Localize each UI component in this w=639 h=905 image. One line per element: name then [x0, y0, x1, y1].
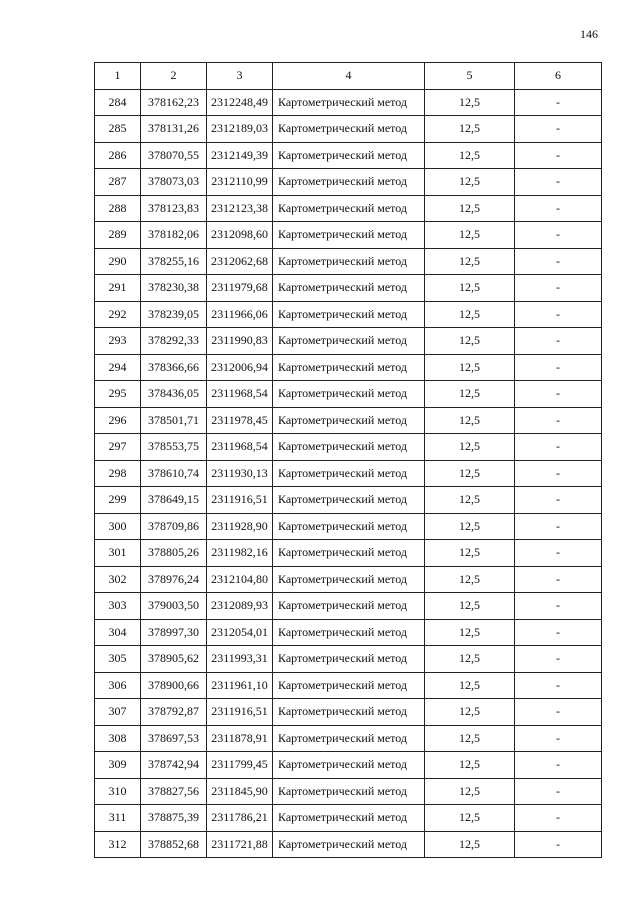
point-number-cell: 303: [95, 593, 141, 620]
method-cell: Картометрический метод: [273, 116, 425, 143]
note-cell: -: [515, 354, 602, 381]
y-coordinate-cell: 2312149,39: [207, 142, 273, 169]
point-number-cell: 311: [95, 805, 141, 832]
method-cell: Картометрический метод: [273, 354, 425, 381]
x-coordinate-cell: 378073,03: [141, 169, 207, 196]
y-coordinate-cell: 2311961,10: [207, 672, 273, 699]
point-number-cell: 297: [95, 434, 141, 461]
y-coordinate-cell: 2312006,94: [207, 354, 273, 381]
y-coordinate-cell: 2312104,80: [207, 566, 273, 593]
accuracy-cell: 12,5: [425, 831, 515, 858]
accuracy-cell: 12,5: [425, 752, 515, 779]
accuracy-cell: 12,5: [425, 619, 515, 646]
note-cell: -: [515, 619, 602, 646]
table-row: [95, 672, 602, 699]
method-cell: Картометрический метод: [273, 752, 425, 779]
accuracy-cell: 12,5: [425, 89, 515, 116]
x-coordinate-cell: 378182,06: [141, 222, 207, 249]
note-cell: -: [515, 407, 602, 434]
table-row: [95, 275, 602, 302]
x-coordinate-cell: 379003,50: [141, 593, 207, 620]
method-cell: Картометрический метод: [273, 487, 425, 514]
x-coordinate-cell: 378742,94: [141, 752, 207, 779]
note-cell: -: [515, 778, 602, 805]
point-number-cell: 306: [95, 672, 141, 699]
header-cell: 5: [425, 63, 515, 90]
note-cell: -: [515, 275, 602, 302]
point-number-cell: 299: [95, 487, 141, 514]
note-cell: -: [515, 195, 602, 222]
accuracy-cell: 12,5: [425, 407, 515, 434]
note-cell: -: [515, 672, 602, 699]
accuracy-cell: 12,5: [425, 142, 515, 169]
method-cell: Картометрический метод: [273, 699, 425, 726]
x-coordinate-cell: 378905,62: [141, 646, 207, 673]
accuracy-cell: 12,5: [425, 513, 515, 540]
y-coordinate-cell: 2312123,38: [207, 195, 273, 222]
y-coordinate-cell: 2312089,93: [207, 593, 273, 620]
method-cell: Картометрический метод: [273, 672, 425, 699]
y-coordinate-cell: 2312189,03: [207, 116, 273, 143]
note-cell: -: [515, 487, 602, 514]
note-cell: -: [515, 460, 602, 487]
note-cell: -: [515, 89, 602, 116]
accuracy-cell: 12,5: [425, 672, 515, 699]
note-cell: -: [515, 805, 602, 832]
y-coordinate-cell: 2311878,91: [207, 725, 273, 752]
method-cell: Картометрический метод: [273, 195, 425, 222]
note-cell: -: [515, 328, 602, 355]
point-number-cell: 300: [95, 513, 141, 540]
table-body: [95, 89, 602, 858]
y-coordinate-cell: 2311916,51: [207, 487, 273, 514]
note-cell: -: [515, 222, 602, 249]
method-cell: Картометрический метод: [273, 248, 425, 275]
x-coordinate-cell: 378553,75: [141, 434, 207, 461]
y-coordinate-cell: 2312248,49: [207, 89, 273, 116]
table-row: [95, 566, 602, 593]
table-row: [95, 593, 602, 620]
y-coordinate-cell: 2311916,51: [207, 699, 273, 726]
table-row: [95, 699, 602, 726]
x-coordinate-cell: 378792,87: [141, 699, 207, 726]
x-coordinate-cell: 378131,26: [141, 116, 207, 143]
point-number-cell: 286: [95, 142, 141, 169]
point-number-cell: 307: [95, 699, 141, 726]
table-row: [95, 487, 602, 514]
table-row: [95, 169, 602, 196]
x-coordinate-cell: 378649,15: [141, 487, 207, 514]
y-coordinate-cell: 2311786,21: [207, 805, 273, 832]
x-coordinate-cell: 378827,56: [141, 778, 207, 805]
accuracy-cell: 12,5: [425, 222, 515, 249]
x-coordinate-cell: 378292,33: [141, 328, 207, 355]
method-cell: Картометрический метод: [273, 805, 425, 832]
note-cell: -: [515, 725, 602, 752]
method-cell: Картометрический метод: [273, 381, 425, 408]
header-cell: 1: [95, 63, 141, 90]
table-row: [95, 831, 602, 858]
x-coordinate-cell: 378875,39: [141, 805, 207, 832]
method-cell: Картометрический метод: [273, 169, 425, 196]
x-coordinate-cell: 378501,71: [141, 407, 207, 434]
table-row: [95, 619, 602, 646]
table-row: [95, 301, 602, 328]
x-coordinate-cell: 378070,55: [141, 142, 207, 169]
method-cell: Картометрический метод: [273, 566, 425, 593]
note-cell: -: [515, 831, 602, 858]
table-row: [95, 540, 602, 567]
y-coordinate-cell: 2311990,83: [207, 328, 273, 355]
accuracy-cell: 12,5: [425, 381, 515, 408]
note-cell: -: [515, 540, 602, 567]
table-row: [95, 381, 602, 408]
y-coordinate-cell: 2311968,54: [207, 434, 273, 461]
y-coordinate-cell: 2311982,16: [207, 540, 273, 567]
method-cell: Картометрический метод: [273, 619, 425, 646]
point-number-cell: 287: [95, 169, 141, 196]
note-cell: -: [515, 566, 602, 593]
note-cell: -: [515, 699, 602, 726]
point-number-cell: 292: [95, 301, 141, 328]
method-cell: Картометрический метод: [273, 831, 425, 858]
table-row: [95, 725, 602, 752]
note-cell: -: [515, 248, 602, 275]
table-row: [95, 778, 602, 805]
table-row: [95, 513, 602, 540]
y-coordinate-cell: 2311978,45: [207, 407, 273, 434]
y-coordinate-cell: 2311930,13: [207, 460, 273, 487]
x-coordinate-cell: 378709,86: [141, 513, 207, 540]
accuracy-cell: 12,5: [425, 116, 515, 143]
header-cell: 4: [273, 63, 425, 90]
point-number-cell: 305: [95, 646, 141, 673]
point-number-cell: 295: [95, 381, 141, 408]
table-row: [95, 752, 602, 779]
note-cell: -: [515, 593, 602, 620]
point-number-cell: 293: [95, 328, 141, 355]
note-cell: -: [515, 169, 602, 196]
accuracy-cell: 12,5: [425, 593, 515, 620]
point-number-cell: 301: [95, 540, 141, 567]
note-cell: -: [515, 646, 602, 673]
accuracy-cell: 12,5: [425, 778, 515, 805]
y-coordinate-cell: 2312062,68: [207, 248, 273, 275]
table-row: [95, 354, 602, 381]
point-number-cell: 284: [95, 89, 141, 116]
table-row: [95, 646, 602, 673]
accuracy-cell: 12,5: [425, 301, 515, 328]
x-coordinate-cell: 378436,05: [141, 381, 207, 408]
y-coordinate-cell: 2311845,90: [207, 778, 273, 805]
table-row: [95, 248, 602, 275]
method-cell: Картометрический метод: [273, 646, 425, 673]
note-cell: -: [515, 752, 602, 779]
accuracy-cell: 12,5: [425, 248, 515, 275]
table-row: [95, 460, 602, 487]
accuracy-cell: 12,5: [425, 275, 515, 302]
x-coordinate-cell: 378366,66: [141, 354, 207, 381]
table-row: [95, 116, 602, 143]
x-coordinate-cell: 378805,26: [141, 540, 207, 567]
note-cell: -: [515, 381, 602, 408]
y-coordinate-cell: 2311968,54: [207, 381, 273, 408]
accuracy-cell: 12,5: [425, 354, 515, 381]
accuracy-cell: 12,5: [425, 195, 515, 222]
accuracy-cell: 12,5: [425, 169, 515, 196]
page-number: 146: [580, 27, 598, 41]
method-cell: Картометрический метод: [273, 778, 425, 805]
y-coordinate-cell: 2311721,88: [207, 831, 273, 858]
method-cell: Картометрический метод: [273, 275, 425, 302]
header-cell: 3: [207, 63, 273, 90]
note-cell: -: [515, 513, 602, 540]
y-coordinate-cell: 2311979,68: [207, 275, 273, 302]
y-coordinate-cell: 2311928,90: [207, 513, 273, 540]
x-coordinate-cell: 378162,23: [141, 89, 207, 116]
y-coordinate-cell: 2311993,31: [207, 646, 273, 673]
accuracy-cell: 12,5: [425, 540, 515, 567]
table-row: [95, 142, 602, 169]
x-coordinate-cell: 378255,16: [141, 248, 207, 275]
method-cell: Картометрический метод: [273, 142, 425, 169]
point-number-cell: 298: [95, 460, 141, 487]
method-cell: Картометрический метод: [273, 434, 425, 461]
x-coordinate-cell: 378123,83: [141, 195, 207, 222]
method-cell: Картометрический метод: [273, 89, 425, 116]
table-row: [95, 89, 602, 116]
y-coordinate-cell: 2312110,99: [207, 169, 273, 196]
point-number-cell: 312: [95, 831, 141, 858]
method-cell: Картометрический метод: [273, 513, 425, 540]
x-coordinate-cell: 378976,24: [141, 566, 207, 593]
accuracy-cell: 12,5: [425, 460, 515, 487]
x-coordinate-cell: 378230,38: [141, 275, 207, 302]
point-number-cell: 285: [95, 116, 141, 143]
method-cell: Картометрический метод: [273, 593, 425, 620]
accuracy-cell: 12,5: [425, 805, 515, 832]
x-coordinate-cell: 378610,74: [141, 460, 207, 487]
accuracy-cell: 12,5: [425, 699, 515, 726]
accuracy-cell: 12,5: [425, 646, 515, 673]
note-cell: -: [515, 301, 602, 328]
y-coordinate-cell: 2311799,45: [207, 752, 273, 779]
table-row: [95, 328, 602, 355]
point-number-cell: 291: [95, 275, 141, 302]
y-coordinate-cell: 2312098,60: [207, 222, 273, 249]
table-row: [95, 805, 602, 832]
accuracy-cell: 12,5: [425, 566, 515, 593]
point-number-cell: 289: [95, 222, 141, 249]
x-coordinate-cell: 378697,53: [141, 725, 207, 752]
accuracy-cell: 12,5: [425, 328, 515, 355]
note-cell: -: [515, 434, 602, 461]
point-number-cell: 309: [95, 752, 141, 779]
table-row: [95, 195, 602, 222]
table-row: [95, 434, 602, 461]
accuracy-cell: 12,5: [425, 487, 515, 514]
point-number-cell: 288: [95, 195, 141, 222]
method-cell: Картометрический метод: [273, 540, 425, 567]
method-cell: Картометрический метод: [273, 407, 425, 434]
point-number-cell: 290: [95, 248, 141, 275]
point-number-cell: 308: [95, 725, 141, 752]
accuracy-cell: 12,5: [425, 434, 515, 461]
method-cell: Картометрический метод: [273, 328, 425, 355]
table-row: [95, 222, 602, 249]
y-coordinate-cell: 2312054,01: [207, 619, 273, 646]
x-coordinate-cell: 378997,30: [141, 619, 207, 646]
accuracy-cell: 12,5: [425, 725, 515, 752]
note-cell: -: [515, 116, 602, 143]
method-cell: Картометрический метод: [273, 725, 425, 752]
point-number-cell: 302: [95, 566, 141, 593]
note-cell: -: [515, 142, 602, 169]
x-coordinate-cell: 378900,66: [141, 672, 207, 699]
header-cell: 6: [515, 63, 602, 90]
header-cell: 2: [141, 63, 207, 90]
table-header-row: [95, 63, 602, 90]
point-number-cell: 310: [95, 778, 141, 805]
point-number-cell: 296: [95, 407, 141, 434]
x-coordinate-cell: 378852,68: [141, 831, 207, 858]
method-cell: Картометрический метод: [273, 222, 425, 249]
point-number-cell: 304: [95, 619, 141, 646]
y-coordinate-cell: 2311966,06: [207, 301, 273, 328]
coordinates-table: [94, 62, 602, 858]
table-row: [95, 407, 602, 434]
x-coordinate-cell: 378239,05: [141, 301, 207, 328]
point-number-cell: 294: [95, 354, 141, 381]
method-cell: Картометрический метод: [273, 460, 425, 487]
method-cell: Картометрический метод: [273, 301, 425, 328]
